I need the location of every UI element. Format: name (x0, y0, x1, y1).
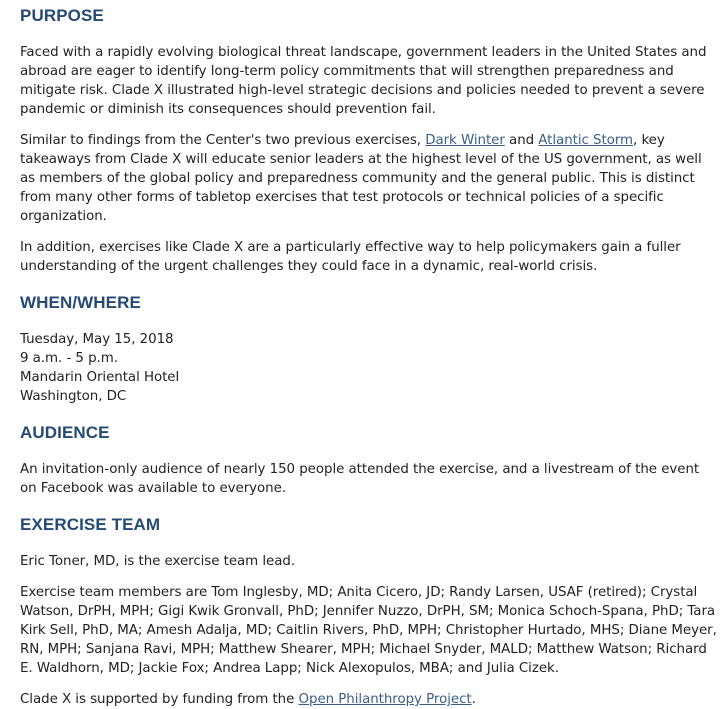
audience-heading: AUDIENCE (20, 423, 110, 442)
event-city: Washington, DC (20, 389, 127, 404)
purpose-paragraph-3: In addition, exercises like Clade X are a particularly effective way to help policymakers gain a fuller understanding of the urgent challenges they could face in a dynamic, real-world crisis. (20, 240, 681, 274)
purpose-paragraph-1: Faced with a rapidly evolving biological threat landscape, government leaders in the United States and abroad are eager to identify long-term policy commitments that will strengthen preparedness and mitigate risk. Clade X illustrated high-level strategic decisions and policies needed to prevent a severe pandemic or diminish its consequences should prevention fail. (20, 45, 707, 117)
atlantic-storm-link[interactable]: Atlantic Storm (538, 133, 634, 148)
event-time: 9 a.m. - 5 p.m. (20, 351, 118, 366)
funding-paragraph (20, 690, 718, 709)
funding-text: Clade X is supported by funding from the (20, 692, 299, 707)
purpose-p2-text-and: and (504, 133, 539, 148)
dark-winter-link[interactable]: Dark Winter (425, 133, 505, 148)
team-lead-paragraph: Eric Toner, MD, is the exercise team lead. (20, 554, 296, 569)
funding-period: . (471, 692, 476, 707)
audience-paragraph: An invitation-only audience of nearly 150 people attended the exercise, and a livestream of the event on Facebook was available to everyone. (20, 462, 700, 496)
open-philanthropy-link[interactable]: Open Philanthropy Project (298, 692, 472, 707)
when-where-heading: WHEN/WHERE (20, 293, 141, 312)
purpose-heading: PURPOSE (20, 6, 104, 25)
purpose-paragraph-2 (20, 131, 718, 226)
exercise-team-heading: EXERCISE TEAM (20, 515, 161, 534)
team-members-paragraph: Exercise team members are Tom Inglesby, MD; Anita Cicero, JD; Randy Larsen, USAF (retired); Crystal Watson, DrPH, MPH; Gigi Kwik Gronvall, PhD; Jennifer Nuzzo, DrPH, SM; Monica Schoch-Spana, PhD; Tara Kirk Sell, PhD, MA; Amesh Adalja, MD; Caitlin Rivers, PhD, MPH; Christopher Hurtado, MHS; Diane Meyer, RN, MPH; Sanjana Ravi, MPH; Matthew Shearer, MPH; Michael Snyder, MALD; Matthew Watson; Richard E. Waldhorn, MD; Jackie Fox; Andrea Lapp; Nick Alexopulos, MBA; and Julia Cizek. (20, 585, 717, 676)
event-venue: Mandarin Oriental Hotel (20, 370, 180, 385)
purpose-p2-text-start: Similar to findings from the Center's two previous exercises, (20, 133, 426, 148)
event-date: Tuesday, May 15, 2018 (20, 332, 174, 347)
purpose-p2-text-end: , key takeaways from Clade X will educate senior leaders at the highest level of the US government, as well as members of the global policy and preparedness community and the general public. This is distinct from many other forms of tabletop exercises that test protocols or technical policies of a specific organization. (20, 133, 702, 224)
